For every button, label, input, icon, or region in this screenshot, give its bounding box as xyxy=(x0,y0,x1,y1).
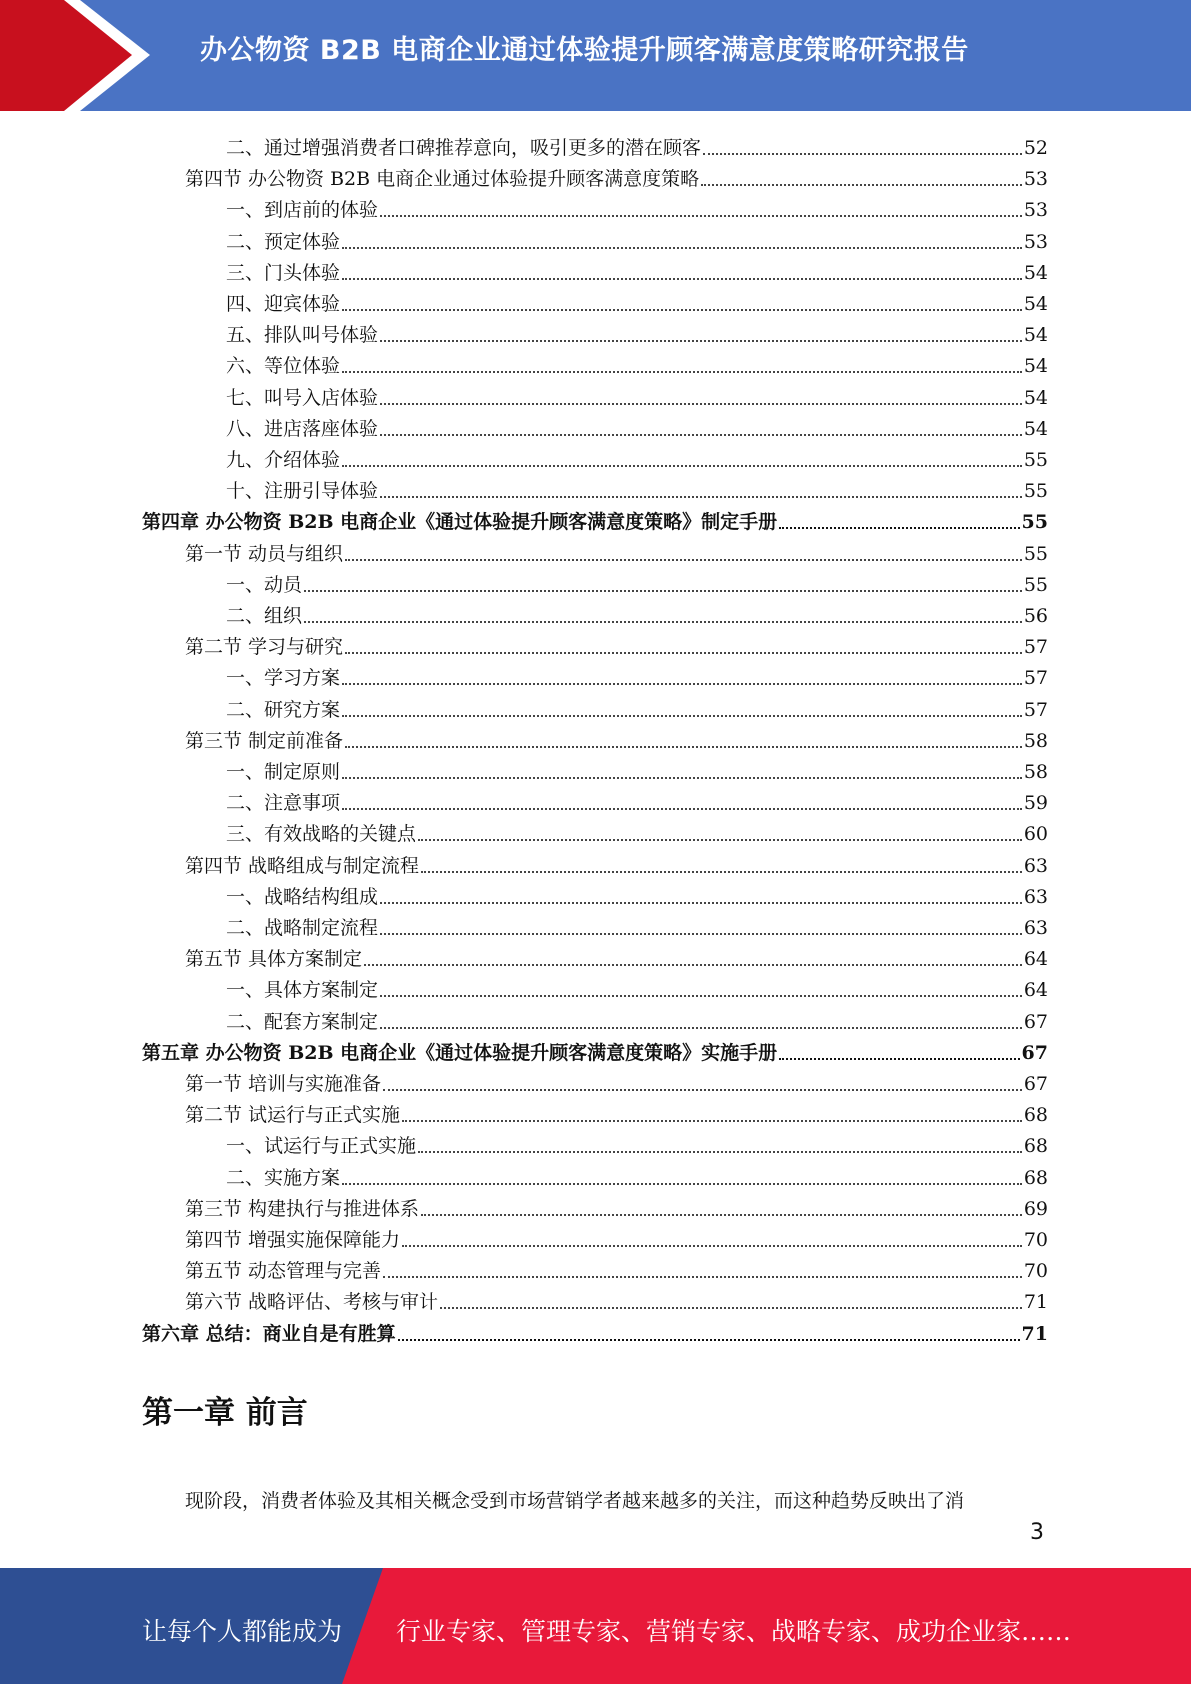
page-header xyxy=(0,0,1191,111)
toc-entry[interactable] xyxy=(185,1064,1048,1095)
toc-leader-dots xyxy=(304,589,1022,592)
toc-entry-title: 一、试运行与正式实施 xyxy=(226,1135,417,1158)
toc-entry[interactable] xyxy=(226,814,1048,845)
toc-entry-title: 八、进店落座体验 xyxy=(226,417,379,440)
toc-entry[interactable] xyxy=(142,1033,1048,1064)
toc-entry[interactable] xyxy=(226,690,1048,721)
toc-entry-page: 56 xyxy=(1023,605,1048,627)
toc-entry[interactable] xyxy=(226,1126,1048,1157)
toc-entry-page: 64 xyxy=(1023,948,1048,971)
toc-leader-dots xyxy=(383,1275,1022,1278)
toc-leader-dots xyxy=(380,994,1022,997)
toc-leader-dots xyxy=(703,152,1022,155)
toc-entry-title: 第四节 增强实施保障能力 xyxy=(185,1229,401,1251)
toc-leader-dots xyxy=(421,870,1022,873)
toc-entry-page: 57 xyxy=(1023,667,1048,690)
toc-entry[interactable] xyxy=(226,346,1048,377)
toc-entry-title: 第五章 办公物资 B2B 电商企业《通过体验提升顾客满意度策略》实施手册 xyxy=(142,1041,778,1064)
toc-entry-page: 60 xyxy=(1023,823,1048,846)
toc-entry[interactable] xyxy=(226,970,1048,1001)
toc-entry[interactable] xyxy=(185,1282,1048,1313)
toc-leader-dots xyxy=(779,526,1019,529)
toc-entry-page: 54 xyxy=(1023,386,1048,409)
toc-entry[interactable] xyxy=(226,752,1048,783)
toc-entry-title: 第四节 战略组成与制定流程 xyxy=(185,854,420,877)
footer-slogan-right: 行业专家、管理专家、营销专家、战略专家、成功企业家…… xyxy=(396,1617,1072,1646)
toc-leader-dots xyxy=(421,1213,1022,1216)
toc-entry-title: 第六章 总结：商业自是有胜算 xyxy=(142,1322,396,1345)
toc-entry[interactable] xyxy=(226,253,1048,284)
toc-entry-page: 68 xyxy=(1023,1104,1048,1127)
toc-leader-dots xyxy=(342,714,1022,717)
toc-entry-page: 69 xyxy=(1023,1197,1048,1220)
toc-entry-title: 一、学习方案 xyxy=(226,667,341,690)
toc-entry-title: 二、实施方案 xyxy=(226,1166,341,1189)
toc-entry-title: 一、到店前的体验 xyxy=(226,199,379,222)
toc-entry-page: 68 xyxy=(1023,1166,1048,1189)
toc-leader-dots xyxy=(380,214,1022,217)
toc-entry-title: 二、配套方案制定 xyxy=(226,1010,379,1033)
toc-entry-page: 71 xyxy=(1021,1322,1048,1345)
body-paragraph: 现阶段，消费者体验及其相关概念受到市场营销学者越来越多的关注，而这种趋势反映出了消 xyxy=(185,1490,965,1512)
toc-entry-title: 九、介绍体验 xyxy=(226,449,341,471)
toc-entry-page: 67 xyxy=(1023,1073,1048,1095)
toc-leader-dots xyxy=(380,1026,1022,1029)
toc-entry-page: 54 xyxy=(1023,417,1048,440)
toc-entry[interactable] xyxy=(226,128,1048,159)
toc-leader-dots xyxy=(398,1338,1020,1341)
toc-leader-dots xyxy=(383,1088,1022,1091)
toc-entry-title: 一、战略结构组成 xyxy=(226,885,379,908)
toc-entry-title: 二、预定体验 xyxy=(226,230,341,253)
toc-leader-dots xyxy=(304,620,1022,623)
toc-leader-dots xyxy=(380,495,1022,498)
toc-entry[interactable] xyxy=(185,627,1048,658)
toc-entry[interactable] xyxy=(226,440,1048,471)
toc-leader-dots xyxy=(402,1119,1022,1122)
toc-entry-page: 55 xyxy=(1023,573,1048,596)
toc-entry-page: 68 xyxy=(1023,1135,1048,1158)
toc-entry-page: 55 xyxy=(1021,511,1048,534)
toc-leader-dots xyxy=(380,339,1022,342)
toc-entry-title: 第二节 学习与研究 xyxy=(185,636,344,659)
toc-leader-dots xyxy=(342,370,1022,373)
toc-entry-page: 71 xyxy=(1023,1291,1048,1314)
toc-leader-dots xyxy=(440,1306,1022,1309)
toc-entry-title: 三、有效战略的关键点 xyxy=(226,823,417,846)
toc-leader-dots xyxy=(380,433,1022,436)
toc-entry[interactable] xyxy=(226,877,1048,908)
toc-entry-page: 70 xyxy=(1023,1229,1048,1251)
toc-entry-page: 67 xyxy=(1023,1010,1048,1033)
toc-entry-title: 第一节 培训与实施准备 xyxy=(185,1073,382,1095)
toc-entry[interactable] xyxy=(226,471,1048,502)
toc-entry-title: 第三节 制定前准备 xyxy=(185,729,344,752)
toc-entry-title: 一、具体方案制定 xyxy=(226,979,379,1002)
toc-leader-dots xyxy=(342,807,1022,810)
toc-leader-dots xyxy=(342,1182,1022,1185)
toc-leader-dots xyxy=(342,682,1022,685)
toc-entry-page: 55 xyxy=(1023,542,1048,565)
toc-leader-dots xyxy=(342,246,1022,249)
toc-entry[interactable] xyxy=(185,1189,1048,1220)
toc-entry-page: 63 xyxy=(1023,885,1048,908)
toc-entry-page: 52 xyxy=(1023,137,1048,159)
toc-entry-title: 二、通过增强消费者口碑推荐意向，吸引更多的潜在顾客 xyxy=(226,137,702,159)
toc-entry[interactable] xyxy=(226,409,1048,440)
toc-entry-title: 第三节 构建执行与推进体系 xyxy=(185,1197,420,1220)
toc-entry-title: 第五节 具体方案制定 xyxy=(185,948,363,971)
header-arrow-icon xyxy=(0,0,160,111)
toc-entry-page: 63 xyxy=(1023,854,1048,877)
toc-entry-title: 三、门头体验 xyxy=(226,261,341,284)
toc-leader-dots xyxy=(345,558,1022,561)
toc-entry[interactable] xyxy=(226,565,1048,596)
toc-leader-dots xyxy=(364,963,1022,966)
toc-entry-title: 六、等位体验 xyxy=(226,355,341,378)
toc-entry-title: 二、研究方案 xyxy=(226,698,341,721)
toc-entry-title: 第六节 战略评估、考核与审计 xyxy=(185,1291,439,1314)
toc-entry-title: 四、迎宾体验 xyxy=(226,293,341,315)
page-number: 3 xyxy=(1030,1520,1044,1545)
toc-entry-page: 55 xyxy=(1023,449,1048,471)
toc-entry-title: 第四节 办公物资 B2B 电商企业通过体验提升顾客满意度策略 xyxy=(185,168,700,191)
toc-entry[interactable] xyxy=(226,1158,1048,1189)
toc-entry[interactable] xyxy=(226,284,1048,315)
toc-entry[interactable] xyxy=(185,1095,1048,1126)
toc-entry-title: 一、制定原则 xyxy=(226,761,341,783)
toc-leader-dots xyxy=(418,1150,1022,1153)
toc-leader-dots xyxy=(345,651,1022,654)
toc-leader-dots xyxy=(402,1244,1022,1247)
toc-entry-title: 第二节 试运行与正式实施 xyxy=(185,1104,401,1127)
toc-leader-dots xyxy=(342,776,1022,779)
toc-entry-title: 五、排队叫号体验 xyxy=(226,324,379,347)
toc-leader-dots xyxy=(345,745,1022,748)
toc-entry-title: 二、战略制定流程 xyxy=(226,917,379,939)
toc-entry-page: 59 xyxy=(1023,792,1048,815)
toc-entry[interactable] xyxy=(226,658,1048,689)
toc-entry[interactable] xyxy=(226,908,1048,939)
toc-entry-title: 二、注意事项 xyxy=(226,792,341,815)
document-title: 办公物资 B2B 电商企业通过体验提升顾客满意度策略研究报告 xyxy=(200,35,969,66)
toc-entry-page: 57 xyxy=(1023,698,1048,721)
toc-entry[interactable] xyxy=(226,596,1048,627)
footer-slogan-left: 让每个人都能成为 xyxy=(142,1617,343,1646)
toc-entry[interactable] xyxy=(185,1220,1048,1251)
toc-entry-page: 58 xyxy=(1023,761,1048,783)
toc-leader-dots xyxy=(342,464,1022,467)
toc-entry[interactable] xyxy=(185,721,1048,752)
toc-leader-dots xyxy=(418,838,1022,841)
toc-entry[interactable] xyxy=(185,1251,1048,1282)
toc-entry[interactable] xyxy=(142,502,1048,533)
toc-entry[interactable] xyxy=(226,783,1048,814)
toc-entry[interactable] xyxy=(226,190,1048,221)
toc-entry-page: 57 xyxy=(1023,636,1048,659)
toc-entry-page: 54 xyxy=(1023,293,1048,315)
toc-entry-page: 53 xyxy=(1023,230,1048,253)
toc-leader-dots xyxy=(779,1057,1019,1060)
toc-entry-title: 十、注册引导体验 xyxy=(226,480,379,503)
toc-entry-title: 一、动员 xyxy=(226,573,303,596)
toc-leader-dots xyxy=(701,183,1022,186)
toc-leader-dots xyxy=(380,402,1022,405)
toc-entry-title: 第一节 动员与组织 xyxy=(185,542,344,565)
toc-entry[interactable] xyxy=(226,222,1048,253)
toc-entry[interactable] xyxy=(226,378,1048,409)
page-footer xyxy=(0,1568,1191,1684)
toc-entry-title: 七、叫号入店体验 xyxy=(226,386,379,409)
toc-entry-page: 54 xyxy=(1023,355,1048,378)
toc-entry[interactable] xyxy=(142,1314,1048,1345)
toc-leader-dots xyxy=(342,308,1022,311)
toc-entry-title: 二、组织 xyxy=(226,605,303,627)
toc-entry-page: 58 xyxy=(1023,729,1048,752)
chapter-heading: 第一章 前言 xyxy=(142,1395,308,1431)
toc-entry[interactable] xyxy=(226,315,1048,346)
toc-entry[interactable] xyxy=(226,1002,1048,1033)
toc-entry-page: 55 xyxy=(1023,480,1048,503)
toc-entry[interactable] xyxy=(185,159,1048,190)
toc-entry-page: 53 xyxy=(1023,199,1048,222)
toc-entry[interactable] xyxy=(185,846,1048,877)
toc-entry-page: 54 xyxy=(1023,324,1048,347)
toc-leader-dots xyxy=(342,277,1022,280)
toc-entry-page: 64 xyxy=(1023,979,1048,1002)
toc-entry-title: 第四章 办公物资 B2B 电商企业《通过体验提升顾客满意度策略》制定手册 xyxy=(142,511,778,534)
toc-entry-page: 54 xyxy=(1023,261,1048,284)
toc-entry-page: 63 xyxy=(1023,917,1048,939)
toc-entry-page: 53 xyxy=(1023,168,1048,191)
toc-entry-page: 70 xyxy=(1023,1260,1048,1283)
toc-entry-title: 第五节 动态管理与完善 xyxy=(185,1260,382,1283)
toc-leader-dots xyxy=(380,932,1022,935)
toc-entry[interactable] xyxy=(185,939,1048,970)
toc-leader-dots xyxy=(380,901,1022,904)
toc-entry-page: 67 xyxy=(1021,1041,1048,1064)
toc-entry[interactable] xyxy=(185,534,1048,565)
